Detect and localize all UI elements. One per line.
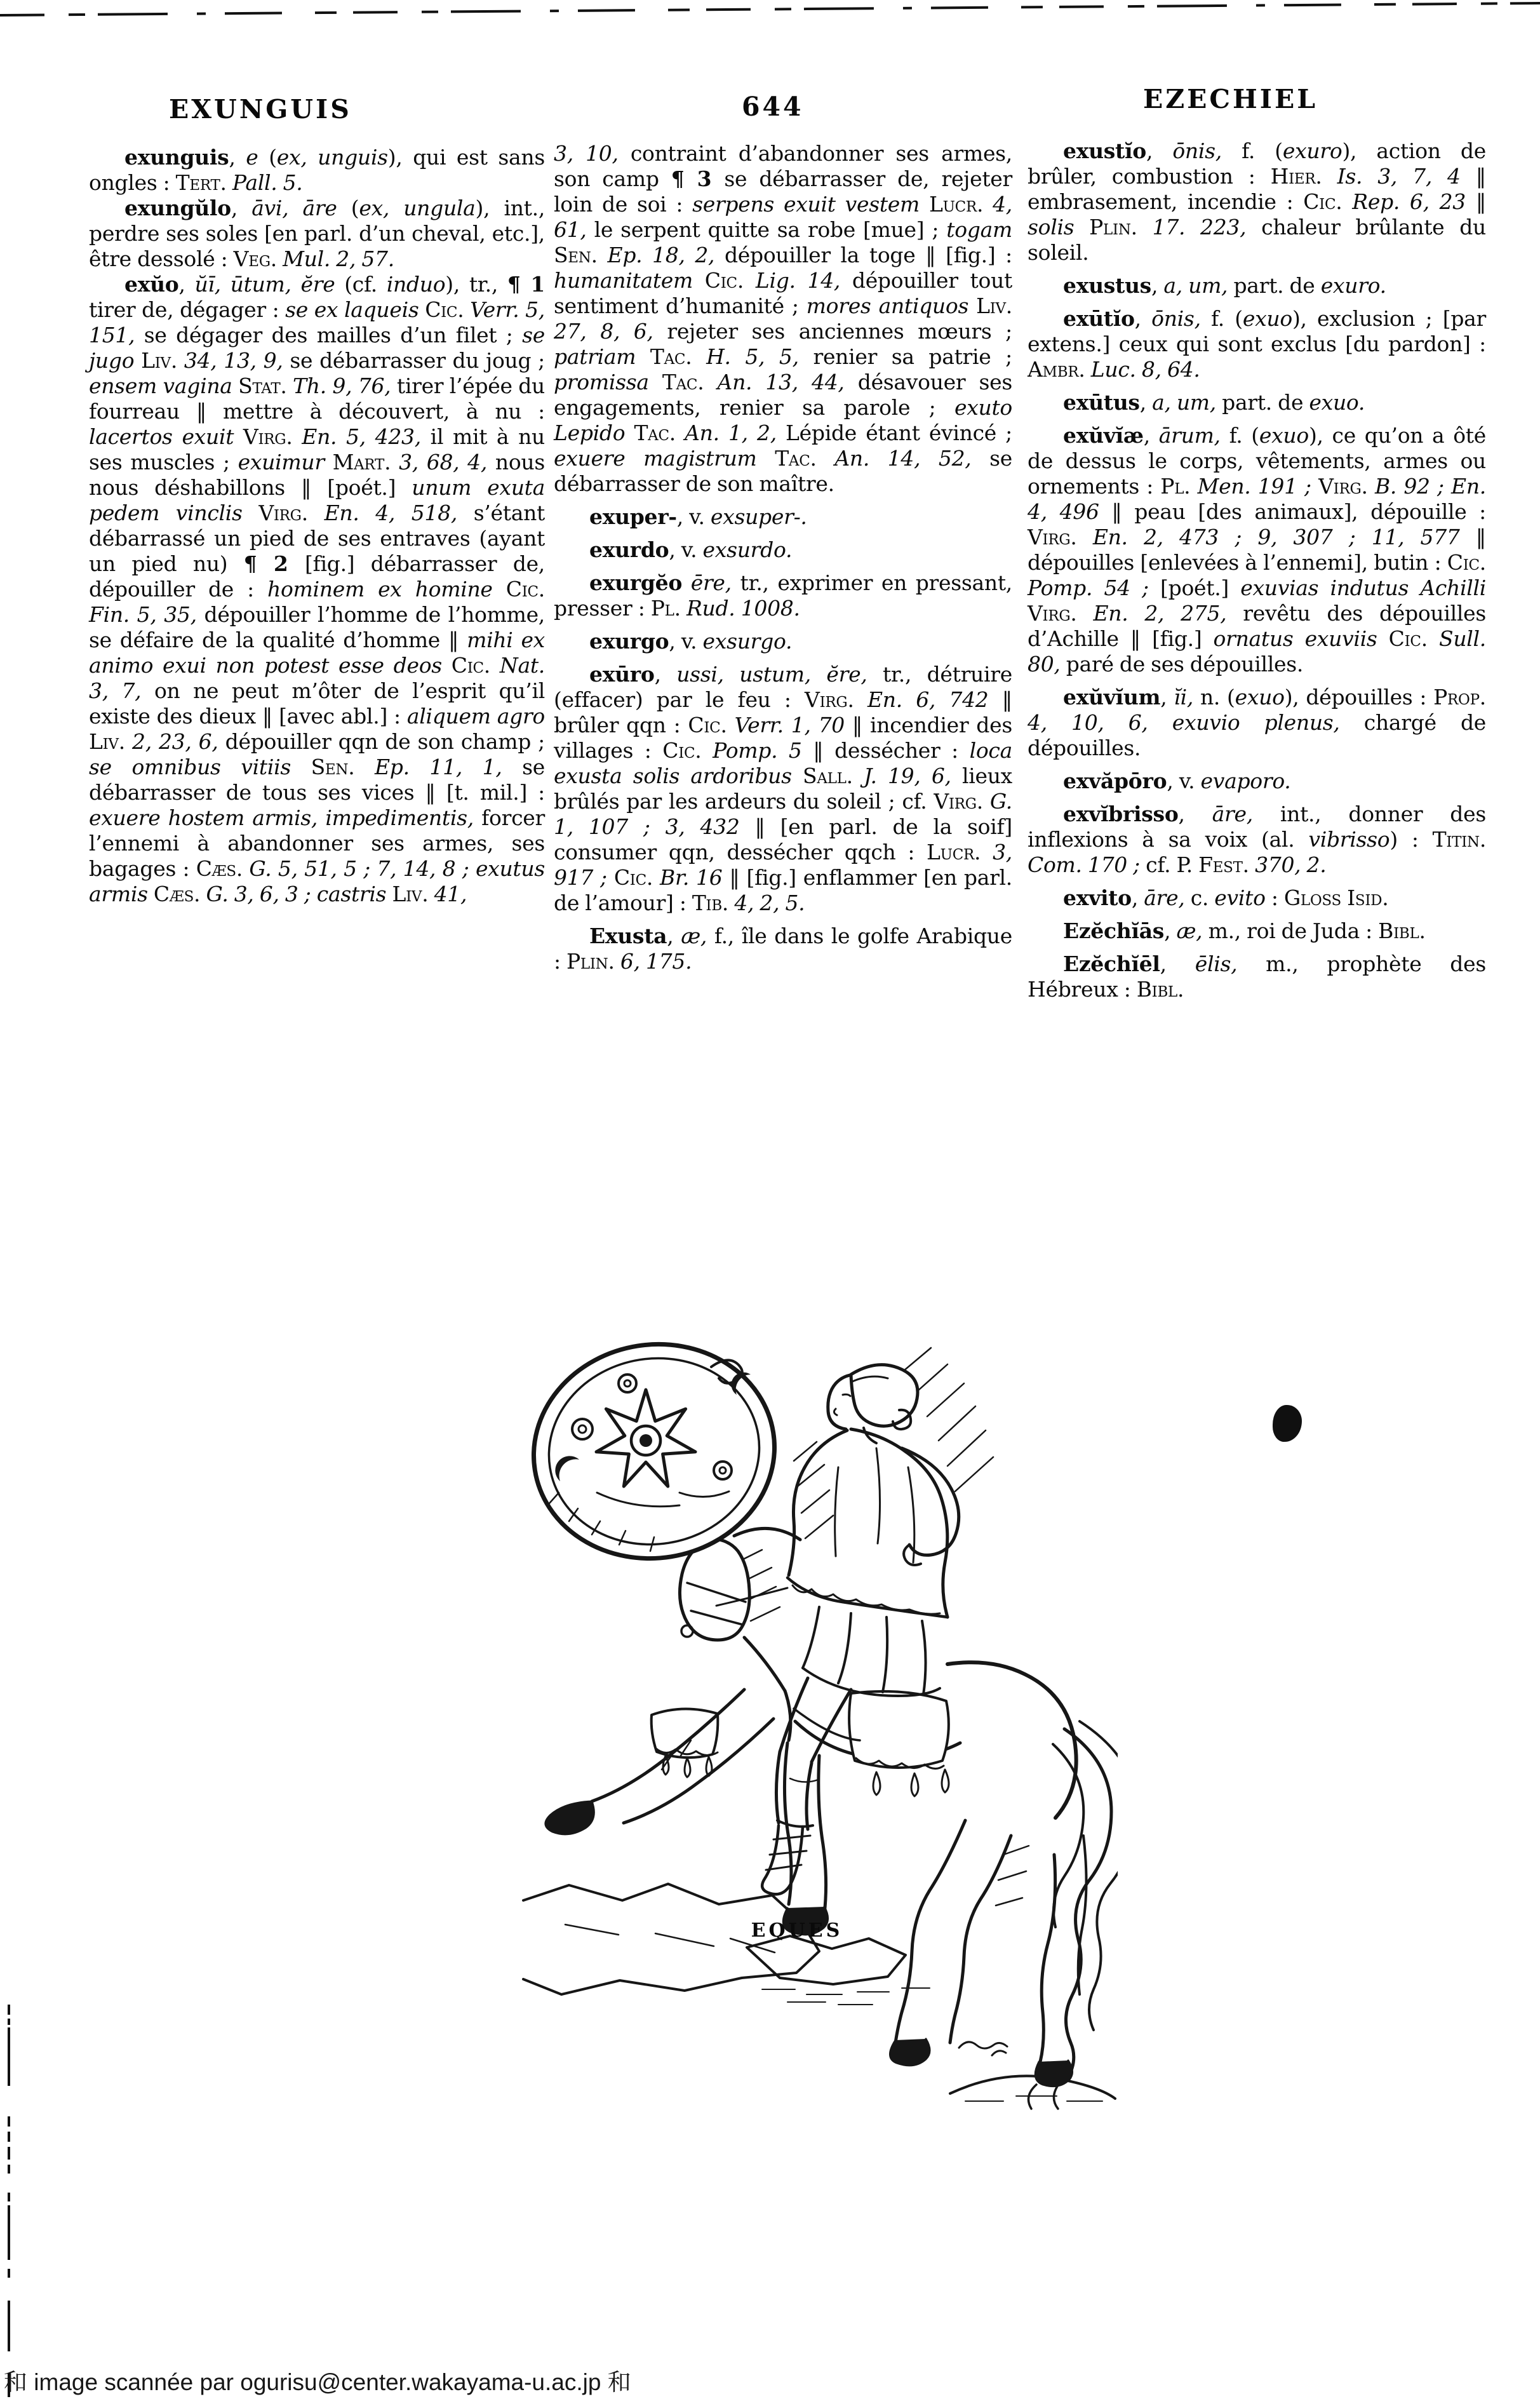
dictionary-entry: exvĭbrisso, āre, int., donner des inflexions à sa voix (al. vibrisso) : Titin. Com. 170 ; cf. P. Fest. 370, 2. bbox=[1028, 802, 1487, 877]
margin-line-segment bbox=[8, 2132, 10, 2142]
eques-engraving-image bbox=[521, 1334, 1118, 2134]
dictionary-entry: 3, 10, contraint d’abandonner ses armes, son camp ¶ 3 se débarrasser de, rejeter loin de soi : serpens exuit vestem Lucr. 4, 61, le serpent quitte sa robe [mue] ; togam Sen. Ep. 18, 2, dépouiller la toge ‖ [fig.] : humanitatem Cic. Lig. 14, dépouiller tout sentiment d’humanité ; mores antiquos Liv. 27, 8, 6, rejeter ses anciennes mœurs ; patriam Tac. H. 5, 5, renier sa patrie ; promissa Tac. An. 13, 44, désavouer ses engagements, renier sa parole ; exuto Lepido Tac. An. 1, 2, Lépide étant évincé ; exuere magistrum Tac. An. 14, 52, se débarrasser de son maître. bbox=[554, 141, 1013, 496]
dictionary-entry: exvito, āre, c. evito : Gloss Isid. bbox=[1063, 885, 1389, 910]
dictionary-entry: exurgĕo ēre, tr., exprimer en pressant, presser : Pl. Rud. 1008. bbox=[554, 570, 1012, 621]
margin-line-segment bbox=[8, 2019, 10, 2025]
dictionary-entry: exŭvĭæ, ārum, f. (exuo), ce qu’on a ôté de dessus le corps, vêtements, armes ou ornements : Pl. Men. 191 ; Virg. B. 92 ; En. 4, 496 ‖ peau [des animaux], dépouille : Virg. En. 2, 473 ; 9, 307 ; 11, 577 ‖ dépouilles [enlevées à l’ennemi], butin : Cic. Pomp. 54 ; [poét.] exuvias indutus Achilli Virg. En. 2, 275, revêtu des dépouilles d’Achille ‖ [fig.] ornatus exuviis Cic. Sull. 80, paré de ses dépouilles. bbox=[1028, 423, 1487, 676]
dictionary-entry: exungŭlo, āvi, āre (ex, ungula), int., perdre ses soles [en parl. d’un cheval, etc.], être dessolé : Veg. Mul. 2, 57. bbox=[89, 196, 546, 271]
page-number: 644 bbox=[742, 91, 804, 122]
margin-line-segment bbox=[8, 2027, 10, 2086]
page-top-edge-artifact bbox=[0, 0, 1540, 19]
margin-line-segment bbox=[8, 2205, 10, 2260]
dictionary-entry: exūtĭo, ōnis, f. (exuo), exclusion ; [par extens.] ceux qui sont exclus [du pardon] : Ambr. Luc. 8, 64. bbox=[1028, 306, 1486, 382]
running-head-left: EXUNGUIS bbox=[169, 94, 352, 124]
dictionary-entry: exŭo, ŭī, ūtum, ĕre (cf. induo), tr., ¶ 1 tirer de, dégager : se ex laqueis Cic. Verr. 5, 151, se dégager des mailles d’un filet ; se jugo Liv. 34, 13, 9, se débarrasser du joug ; ensem vagina Stat. Th. 9, 76, tirer l’épée du fourreau ‖ mettre à découvert, à nu : lacertos exuit Virg. En. 5, 423, il mit à nu ses muscles ; exuimur Mart. 3, 68, 4, nous nous déshabillons ‖ [poét.] unum exuta pedem vinclis Virg. En. 4, 518, s’étant débarrassé un pied de ses entraves (ayant un pied nu) ¶ 2 [fig.] débarrasser de, dépouiller de : hominem ex homine Cic. Fin. 5, 35, dépouiller l’homme de l’homme, se défaire de la qualité d’homme ‖ mihi ex animo exui non potest esse deos Cic. Nat. 3, 7, on ne peut m’ôter de l’esprit qu’il existe des dieux ‖ [avec abl.] : aliquem agro Liv. 2, 23, 6, dépouiller qqn de son champ ; se omnibus vitiis Sen. Ep. 11, 1, se débarrasser de tous ses vices ‖ [t. mil.] : exuere hostem armis, impedimentis, forcer l’ennemi à abandonner ses armes, ses bagages : Cæs. G. 5, 51, 5 ; 7, 14, 8 ; exutus armis Cæs. G. 3, 6, 3 ; castris Liv. 41, bbox=[89, 272, 546, 906]
margin-line-segment bbox=[8, 2301, 10, 2351]
dictionary-entry: exustus, a, um, part. de exuro. bbox=[1063, 273, 1386, 298]
margin-line-segment bbox=[8, 2193, 10, 2201]
dictionary-entry: exvăpōro, v. evaporo. bbox=[1063, 769, 1291, 793]
running-head-right: EZECHIEL bbox=[1143, 84, 1318, 114]
dictionary-entry: exuper-, v. exsuper-. bbox=[589, 504, 807, 529]
dictionary-entry: exŭvĭum, ĭi, n. (exuo), dépouilles : Prop. 4, 10, 6, exuvio plenus, chargé de dépouilles. bbox=[1028, 685, 1486, 760]
text-column-2 bbox=[554, 141, 1012, 974]
text-column-1 bbox=[89, 145, 545, 907]
scan-footer-note: 和 image scannée par ogurisu@center.wakayama-u.ac.jp 和 bbox=[4, 2369, 631, 2395]
dictionary-entry: exūtus, a, um, part. de exuo. bbox=[1063, 390, 1365, 415]
engraver-signature bbox=[959, 2042, 1007, 2055]
margin-line-segment bbox=[8, 2165, 10, 2174]
margin-line-segment bbox=[8, 2116, 10, 2127]
dictionary-entry: exūro, ussi, ustum, ĕre, tr., détruire (effacer) par le feu : Virg. En. 6, 742 ‖ brûler qqn : Cic. Verr. 1, 70 ‖ incendier des villages : Cic. Pomp. 5 ‖ dessécher : loca exusta solis ardoribus Sall. J. 19, 6, lieux brûlés par les ardeurs du soleil ; cf. Virg. G. 1, 107 ; 3, 432 ‖ [en parl. de la soif] consumer qqn, dessécher qqch : Lucr. 3, 917 ; Cic. Br. 16 ‖ [fig.] enflammer [en parl. de l’amour] : Tib. 4, 2, 5. bbox=[554, 662, 1012, 915]
margin-line-segment bbox=[8, 2269, 10, 2278]
text-column-3 bbox=[1028, 138, 1486, 1002]
star-shield bbox=[521, 1334, 790, 1576]
dictionary-entry: Exusta, æ, f., île dans le golfe Arabique : Plin. 6, 175. bbox=[554, 924, 1012, 974]
dictionary-entry: exustĭo, ōnis, f. (exuro), action de brûler, combustion : Hier. Is. 3, 7, 4 ‖ embrasement, incendie : Cic. Rep. 6, 23 ‖ solis Plin. 17. 223, chaleur brûlante du soleil. bbox=[1028, 138, 1487, 265]
margin-line-segment bbox=[8, 2147, 10, 2160]
dictionary-entry: exurdo, v. exsurdo. bbox=[589, 537, 793, 562]
dictionary-entry: exunguis, e (ex, unguis), qui est sans ongles : Tert. Pall. 5. bbox=[89, 145, 545, 195]
illustration-caption: EQUES bbox=[751, 1919, 843, 1942]
dictionary-entry: Ezĕchĭēl, ēlis, m., prophète des Hébreux : Bibl. bbox=[1028, 951, 1486, 1002]
dictionary-entry: exurgo, v. exsurgo. bbox=[589, 629, 793, 654]
margin-line-segment bbox=[8, 2005, 10, 2015]
dictionary-entry: Ezĕchĭās, æ, m., roi de Juda : Bibl. bbox=[1063, 918, 1426, 943]
ink-blot-artifact bbox=[1273, 1405, 1302, 1442]
